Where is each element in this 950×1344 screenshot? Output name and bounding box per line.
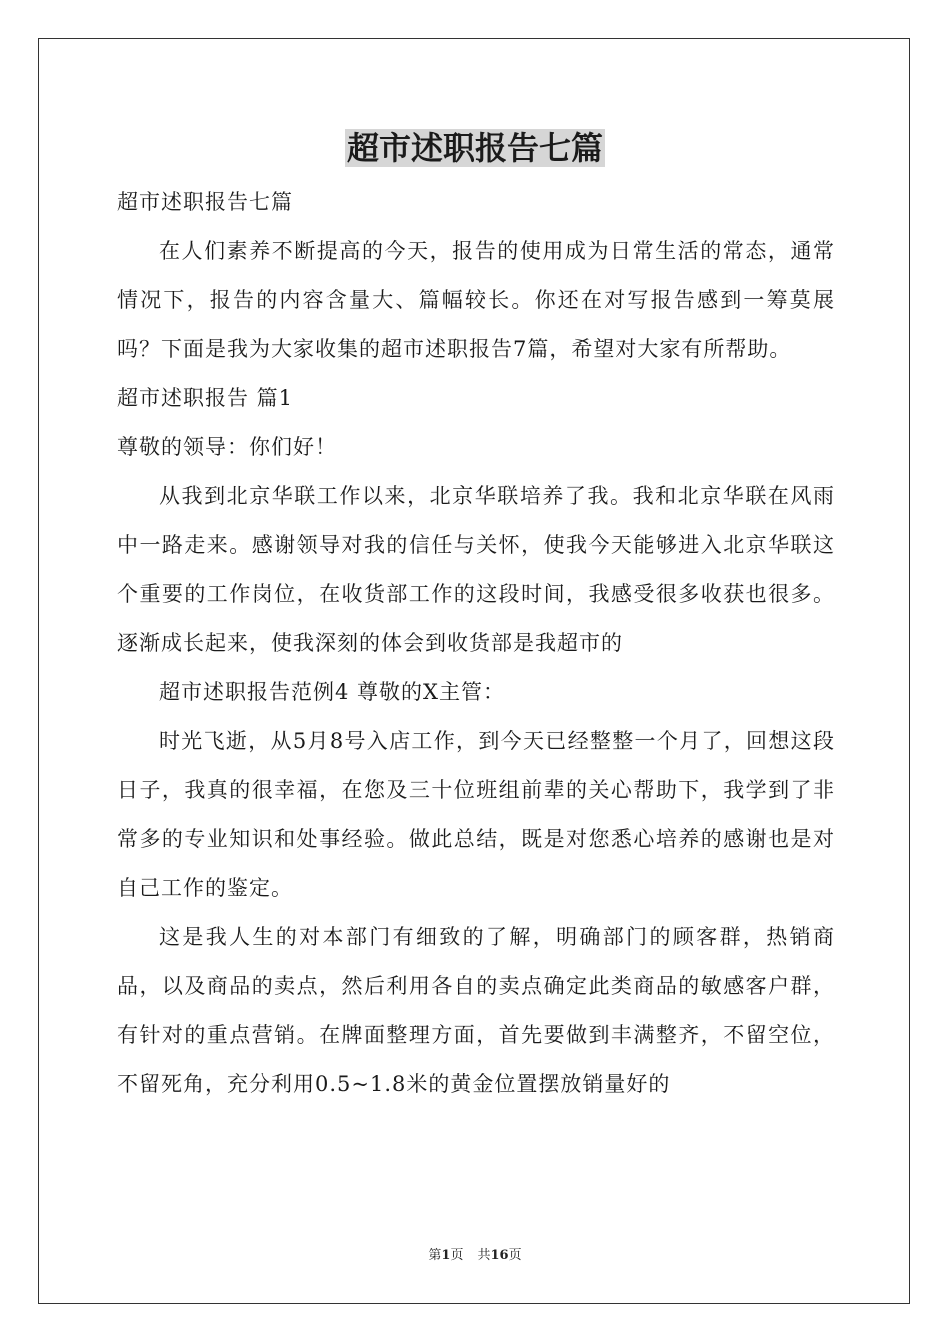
page-label-suffix: 页 bbox=[450, 1248, 464, 1263]
paragraph: 时光飞逝，从5月8号入店工作，到今天已经整整一个月了，回想这段日子，我真的很幸福，在您及三十位班组前辈的关心帮助下，我学到了非常多的专业知识和处事经验。做此总结，既是对您悉心培养的感谢也是对自己工作的鉴定。 bbox=[117, 729, 835, 900]
total-label-suffix: 页 bbox=[508, 1248, 522, 1263]
paragraph: 尊敬的领导：你们好！ bbox=[117, 435, 337, 459]
page-number-total: 16 bbox=[490, 1248, 509, 1263]
paragraph: 从我到北京华联工作以来，北京华联培养了我。我和北京华联在风雨中一路走来。感谢领导对我的信任与关怀，使我今天能够进入北京华联这个重要的工作岗位，在收货部工作的这段时间，我感受很多收获也很多。逐渐成长起来，使我深刻的体会到收货部是我超市的 bbox=[117, 484, 835, 655]
page-label-prefix: 第 bbox=[428, 1248, 442, 1263]
total-label-prefix: 共 bbox=[477, 1248, 491, 1263]
page-footer bbox=[0, 1247, 950, 1265]
document-body bbox=[117, 178, 835, 1109]
paragraph: 超市述职报告范例4 尊敬的X主管： bbox=[159, 680, 505, 704]
paragraph: 超市述职报告七篇 bbox=[117, 190, 293, 214]
page-number-current: 1 bbox=[441, 1248, 451, 1263]
document-title bbox=[0, 126, 950, 170]
paragraph: 在人们素养不断提高的今天，报告的使用成为日常生活的常态，通常情况下，报告的内容含量大、篇幅较长。你还在对写报告感到一筹莫展吗？下面是我为大家收集的超市述职报告7篇，希望对大家有所帮助。 bbox=[117, 239, 835, 361]
document-title-text: 超市述职报告七篇 bbox=[346, 129, 603, 167]
paragraph: 这是我人生的对本部门有细致的了解，明确部门的顾客群，热销商品，以及商品的卖点，然后利用各自的卖点确定此类商品的敏感客户群，有针对的重点营销。在牌面整理方面，首先要做到丰满整齐，不留空位，不留死角，充分利用0.5~1.8米的黄金位置摆放销量好的 bbox=[117, 925, 835, 1096]
paragraph: 超市述职报告 篇1 bbox=[117, 386, 294, 410]
